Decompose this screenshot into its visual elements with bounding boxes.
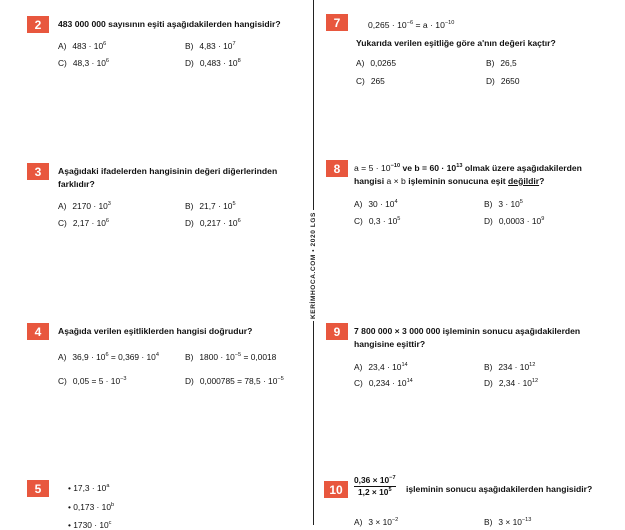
option-b[interactable]: B) $234 \cdot 10^{12}$ [484,362,536,372]
option-c[interactable]: C) $0,3 \cdot 10^5$ [354,216,401,226]
list-item: • $1730 \cdot 10^c$ [68,520,112,530]
list-item: • $0,173 \cdot 10^b$ [68,502,115,512]
question-stem-line-2: farklıdır? [58,179,95,189]
question-stem: işleminin sonucu aşağıdakilerden hangisidir? [406,484,593,494]
question-stem-line-2: hangisine eşittir? [354,339,426,349]
question-number: 4 [27,323,49,340]
option-a[interactable]: A) 0,0265 [356,58,396,68]
option-a[interactable]: A) $36,9 \cdot 10^6 = 0,369 \cdot 10^4$ [58,352,159,362]
option-b[interactable]: B) 26,5 [486,58,517,68]
question-number: 7 [326,14,348,31]
option-a[interactable]: A) $3 \times 10^{-2}$ [354,517,399,527]
question-number: 10 [324,481,348,498]
option-b[interactable]: B) $4,83 \cdot 10^7$ [185,41,236,51]
question-number: 2 [27,16,49,33]
option-c[interactable]: C) $0,05 = 5 \cdot 10^{-3}$ [58,376,127,386]
fraction-expression: $0,36 \times 10^{-7}$ $1,2 \times 10^5$ [354,475,396,497]
question-stem-line-1: Aşağıdaki ifadelerden hangisinin değeri diğerlerinden [58,166,278,176]
option-d[interactable]: D) $0,000785 = 78,5 \cdot 10^{-5}$ [185,376,284,386]
question-number: 3 [27,163,49,180]
question-stem: Aşağıda verilen eşitliklerden hangisi doğrudur? [58,326,253,336]
equation: $0,265 \cdot 10^{-6} = a \cdot 10^{-10}$ [368,20,455,30]
watermark-text: KERİMHOCA.COM • 2020 LGS [310,211,317,319]
option-a[interactable]: A) $30 \cdot 10^4$ [354,199,398,209]
question-stem-line-1: 7 800 000 × 3 000 000 işleminin sonucu aşağıdakilerden [354,326,581,336]
option-c[interactable]: C) $48,3 \cdot 10^6$ [58,58,110,68]
option-b[interactable]: B) $3 \times 10^{-13}$ [484,517,532,527]
option-a[interactable]: A) $2170 \cdot 10^3$ [58,201,111,211]
question-number: 8 [326,160,348,177]
list-item: • $17,3 \cdot 10^a$ [68,483,110,493]
option-d[interactable]: D) $2,34 \cdot 10^{12}$ [484,378,539,388]
option-b[interactable]: B) $3 \cdot 10^5$ [484,199,523,209]
option-c[interactable]: C) $0,234 \cdot 10^{14}$ [354,378,413,388]
option-c[interactable]: C) $2,17 \cdot 10^6$ [58,218,110,228]
option-d[interactable]: D) 2650 [486,76,520,86]
option-d[interactable]: D) $0,483 \cdot 10^8$ [185,58,241,68]
question-stem: 483 000 000 sayısının eşiti aşağıdakilerden hangisidir? [58,19,281,29]
left-column [0,0,312,530]
option-b[interactable]: B) $1800 \cdot 10^{-5} = 0,0018$ [185,352,277,362]
option-d[interactable]: D) $0,217 \cdot 10^6$ [185,218,241,228]
option-a[interactable]: A) $23,4 \cdot 10^{14}$ [354,362,408,372]
question-number: 5 [27,480,49,497]
question-stem-line-2: hangisi a × b işleminin sonucuna eşit değildir? [354,176,545,186]
option-c[interactable]: C) 265 [356,76,385,86]
question-number: 9 [326,323,348,340]
question-stem: Yukarıda verilen eşitliğe göre a'nın değeri kaçtır? [356,38,556,48]
right-column [316,0,625,525]
option-b[interactable]: B) $21,7 \cdot 10^5$ [185,201,236,211]
option-d[interactable]: D) $0,0003 \cdot 10^9$ [484,216,545,226]
question-stem-line-1: $a = 5 \cdot 10^{-10}$ ve $b = 60 \cdot 10^{13}$ olmak üzere aşağıdakilerden [354,163,582,173]
option-a[interactable]: A) $483 \cdot 10^6$ [58,41,107,51]
